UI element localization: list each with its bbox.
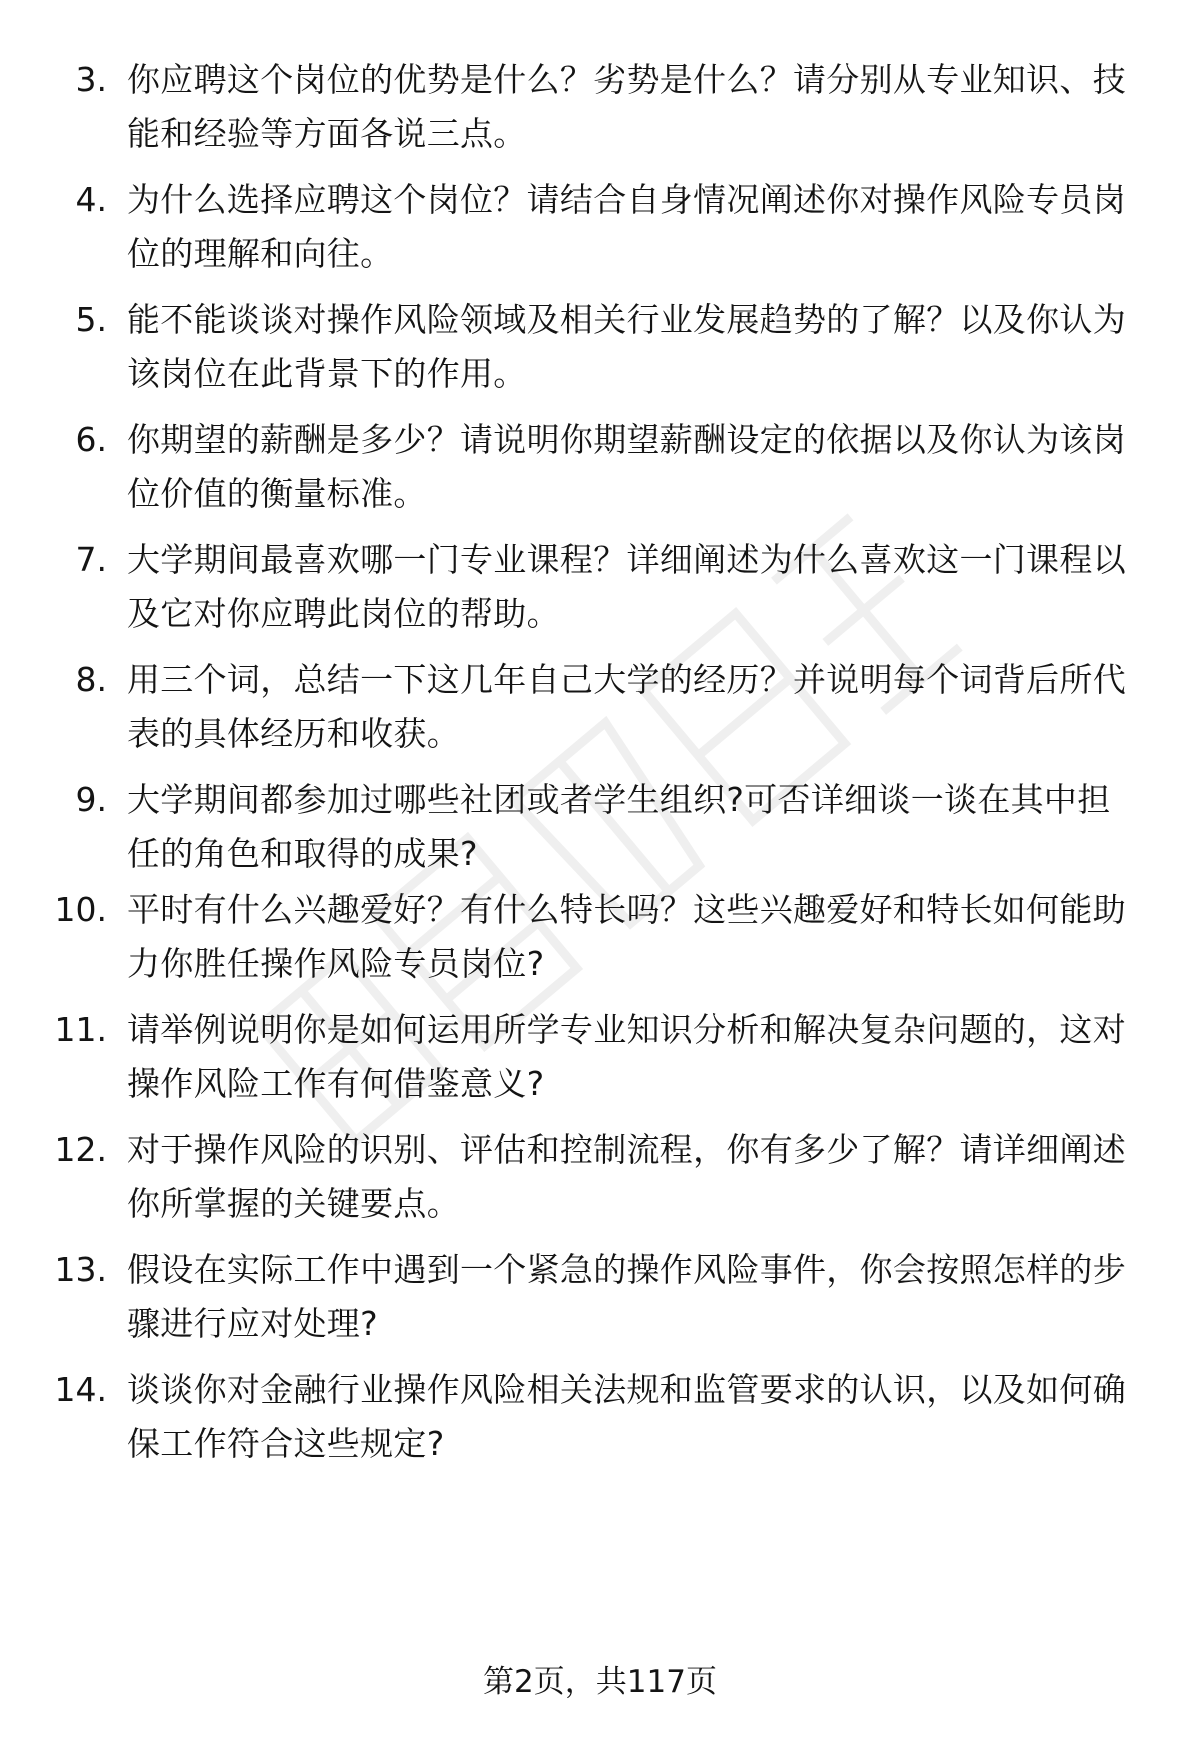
question-number: 13. [54,1250,107,1289]
question-text: 能不能谈谈对操作风险领域及相关行业发展趋势的了解？以及你认为该岗位在此背景下的作用。 [127,300,1126,393]
question-item [0,53,1200,163]
question-text: 大学期间最喜欢哪一门专业课程？详细阐述为什么喜欢这一门课程以及它对你应聘此岗位的帮助。 [127,540,1126,633]
question-item [0,173,1200,283]
question-number: 10. [54,890,107,929]
question-item [0,883,1200,993]
question-text: 谈谈你对金融行业操作风险相关法规和监管要求的认识，以及如何确保工作符合这些规定? [127,1370,1126,1463]
question-number: 8. [75,660,107,699]
question-number: 11. [54,1010,107,1049]
question-number: 5. [75,300,107,339]
question-number: 7. [75,540,107,579]
question-item [0,533,1200,643]
question-number: 4. [75,180,107,219]
question-item [0,773,1200,883]
question-text: 为什么选择应聘这个岗位？请结合自身情况阐述你对操作风险专员岗位的理解和向往。 [127,180,1126,273]
question-number: 3. [75,60,107,99]
question-text: 大学期间都参加过哪些社团或者学生组织?可否详细谈一谈在其中担任的角色和取得的成果? [127,780,1111,873]
question-number: 14. [54,1370,107,1409]
question-text: 平时有什么兴趣爱好？有什么特长吗？这些兴趣爱好和特长如何能助力你胜任操作风险专员岗位? [127,890,1126,983]
question-item [0,1363,1200,1473]
question-item [0,1243,1200,1353]
question-item [0,413,1200,523]
question-text: 用三个词，总结一下这几年自己大学的经历？并说明每个词背后所代表的具体经历和收获。 [127,660,1126,753]
page-number: 第2页，共117页 [483,1664,717,1700]
question-item [0,1003,1200,1113]
question-item [0,653,1200,763]
question-item [0,1123,1200,1233]
question-text: 你期望的薪酬是多少？请说明你期望薪酬设定的依据以及你认为该岗位价值的衡量标准。 [127,420,1126,513]
question-number: 6. [75,420,107,459]
question-item [0,293,1200,403]
question-text: 请举例说明你是如何运用所学专业知识分析和解决复杂问题的，这对操作风险工作有何借鉴意义? [127,1010,1126,1103]
question-text: 你应聘这个岗位的优势是什么？劣势是什么？请分别从专业知识、技能和经验等方面各说三点。 [127,60,1126,153]
question-text: 假设在实际工作中遇到一个紧急的操作风险事件，你会按照怎样的步骤进行应对处理? [127,1250,1126,1343]
question-text: 对于操作风险的识别、评估和控制流程，你有多少了解？请详细阐述你所掌握的关键要点。 [127,1130,1126,1223]
question-number: 9. [75,780,107,819]
question-number: 12. [54,1130,107,1169]
